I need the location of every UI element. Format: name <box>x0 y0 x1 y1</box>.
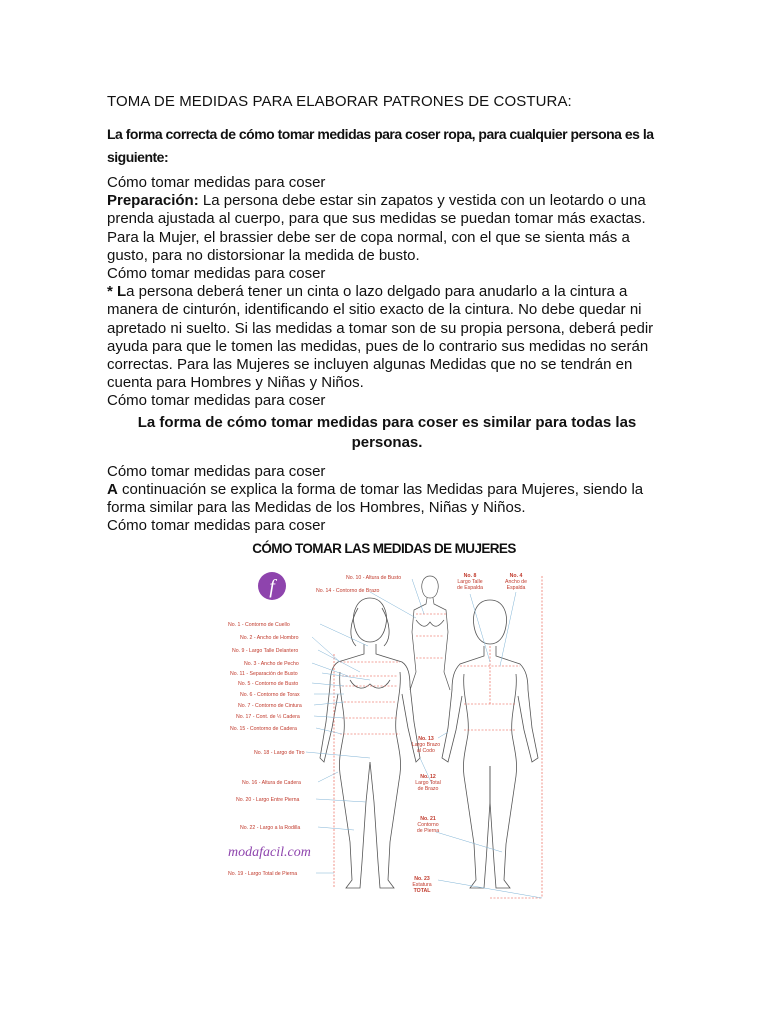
section-heading: Cómo tomar medidas para coser <box>107 265 326 283</box>
paragraph-continuation <box>107 481 667 517</box>
paragraph-lead: * L <box>107 283 127 301</box>
paragraph-lead: A <box>107 480 118 498</box>
measurement-label: Estatura <box>412 882 432 888</box>
measurement-label: No. 7 - Contorno de Cintura <box>238 703 302 709</box>
measurement-label: No. 3 - Ancho de Pecho <box>244 661 299 667</box>
measurement-label: Largo Total <box>415 780 441 786</box>
measurement-diagram <box>220 562 550 902</box>
measurement-label: No. 16 - Altura de Cadera <box>242 780 301 786</box>
measurement-label: No. 15 - Contorno de Cadera <box>230 726 297 732</box>
measurement-label: de Pierna <box>416 828 440 834</box>
figure-title: CÓMO TOMAR LAS MEDIDAS DE MUJERES <box>252 541 516 556</box>
measurement-label: No. 4 <box>509 573 523 579</box>
measurement-label: Contorno <box>417 822 439 828</box>
measurement-label: No. 9 - Largo Talle Delantero <box>232 648 299 654</box>
logo-icon <box>258 572 286 600</box>
watermark: modafacil.com <box>228 845 311 860</box>
measurement-label: No. 21 <box>420 816 436 822</box>
section-heading: Cómo tomar medidas para coser <box>107 462 326 480</box>
section-heading: Cómo tomar medidas para coser <box>107 392 326 410</box>
paragraph-preparation <box>107 192 667 265</box>
measurement-label: No. 10 - Altura de Busto <box>346 575 402 581</box>
section-heading: Cómo tomar medidas para coser <box>107 517 326 535</box>
measurement-label: al Codo <box>417 748 435 754</box>
measurement-guides <box>334 576 542 898</box>
paragraph-text: a persona deberá tener un cinta o lazo delgado para anudarlo a la cintura a manera de cinturón, identificando el sitio exacto de la cintura. No debe quedar ni apretado ni suelto. Si las medidas a tomar son de su propia persona, deberá pedir ayuda para que le tomen las medidas, pues de lo contrario sus medidas no serán correctas. Para las Mujeres se incluyen algunas Medidas que no se tendrán en cuenta para Hombres y Niñas y Niños. <box>107 283 654 392</box>
bust-figure-icon <box>410 576 450 690</box>
measurement-label: No. 6 - Contorno de Torax <box>240 692 300 698</box>
measurement-label: No. 17 - Cont. de ½ Cadera <box>236 714 300 720</box>
measurement-label: Largo Talle <box>457 579 483 585</box>
section-heading: Cómo tomar medidas para coser <box>107 174 326 191</box>
paragraph-text: La persona debe estar sin zapatos y vestida con un leotardo o una prenda ajustada al cuerpo, para que sus medidas se puedan tomar más exactas. Para la Mujer, el brassier debe ser de copa normal, con el que se sienta más a gusto, para no distorsionar la medida de busto. <box>107 192 646 264</box>
measurement-label: No. 13 <box>418 736 434 742</box>
measurement-figure <box>220 562 550 902</box>
measurement-label: No. 5 - Contorno de Busto <box>238 681 299 687</box>
measurement-label: Ancho de <box>505 579 527 585</box>
measurement-label: No. 22 - Largo a la Rodilla <box>240 825 301 831</box>
measurement-label: de Brazo <box>417 786 439 792</box>
paragraph-text: continuación se explica la forma de tomar las Medidas para Mujeres, siendo la forma similar para las Medidas de los Hombres, Niñas y Niños. <box>107 480 644 517</box>
document-title: TOMA DE MEDIDAS PARA ELABORAR PATRONES DE COSTURA: <box>107 93 572 110</box>
front-figure-icon <box>320 598 420 888</box>
measurement-label: No. 11 - Separación de Busto <box>230 671 298 677</box>
paragraph-ribbon <box>107 283 667 392</box>
back-figure-icon <box>442 600 538 888</box>
measurement-label: No. 14 - Contorno de Brazo <box>316 588 380 594</box>
measurement-label: Espalda <box>506 585 526 591</box>
measurement-label: No. 18 - Largo de Tiro <box>254 750 305 756</box>
measurement-label: Largo Brazo <box>411 742 441 748</box>
body-text <box>107 174 667 535</box>
measurement-label: de Espalda <box>457 585 483 591</box>
measurement-label: No. 8 <box>463 573 477 579</box>
logo-letter: f <box>269 576 275 598</box>
center-statement: La forma de cómo tomar medidas para coser es similar para todas las personas. <box>137 413 637 451</box>
measurement-label: No. 12 <box>420 774 436 780</box>
measurement-label: No. 23 <box>414 876 430 882</box>
measurement-label: No. 1 - Contorno de Cuello <box>228 622 290 628</box>
paragraph-lead: Preparación: <box>107 192 199 210</box>
intro-paragraph: La forma correcta de cómo tomar medidas para coser ropa, para cualquier persona es la siguiente: <box>107 126 654 165</box>
measurement-label: TOTAL <box>413 888 431 894</box>
measurement-label: No. 20 - Largo Entre Pierna <box>236 797 300 803</box>
measurement-label: No. 19 - Largo Total de Pierna <box>228 871 298 877</box>
measurement-label: No. 2 - Ancho de Hombro <box>240 635 299 641</box>
